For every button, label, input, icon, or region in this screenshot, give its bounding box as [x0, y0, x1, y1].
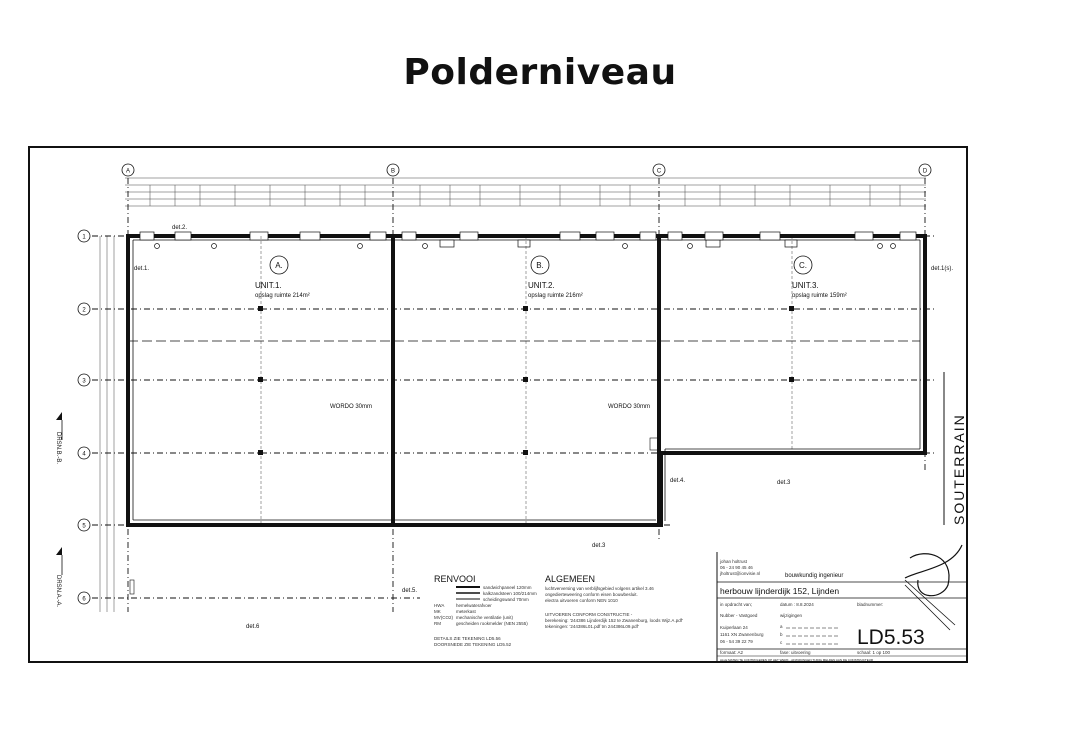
renvooi-item: sandwichpaneel 120mm [483, 585, 532, 590]
algemeen-notes [545, 574, 683, 629]
dimension-lines [100, 178, 926, 612]
renvooi-code: HWA [434, 603, 445, 608]
detail-ref: det.1(s). [931, 266, 954, 272]
unit-badge: A. [275, 261, 283, 270]
grid-label-2: 2 [82, 307, 86, 314]
section-bb-label: DRSN.B.-B. [55, 432, 61, 465]
grid-label-B: B [390, 168, 396, 175]
client-phone: 06 - 54 39 22 79 [720, 639, 753, 644]
unit-badge: C. [799, 261, 807, 270]
unit-name: UNIT.3. [792, 281, 819, 290]
page-title: Polderniveau [403, 52, 677, 93]
renvooi-note: DETAILS ZIE TEKENING LD5.56 [434, 636, 501, 641]
project-name: herbouw lijnderdijk 152, Lijnden [720, 586, 840, 596]
floor-label: WORDO 30mm [608, 404, 650, 410]
section-aa-label: DRSN.A.-A. [55, 575, 61, 608]
scale: schaal: 1 op 100 [857, 650, 891, 655]
unit-a [255, 256, 310, 299]
firm-name: bouwkundig ingenieur [785, 573, 844, 579]
detail-ref: det.3 [592, 543, 606, 549]
column-grid-bubbles [122, 164, 931, 176]
unit-area: opslag ruimte 214m² [255, 293, 310, 299]
title-block [717, 545, 967, 662]
grid-label-4: 4 [82, 451, 86, 458]
author-phone: 06 - 24 90 45 46 [720, 565, 753, 570]
construct-line: UITVOEREN CONFORM CONSTRUCTIE - [545, 612, 633, 617]
souterrain-label: SOUTERRAIN [951, 413, 967, 525]
grid-label-A: A [125, 168, 131, 175]
detail-ref: det.2. [172, 225, 188, 231]
revision-c: c [780, 640, 783, 645]
paper-format: formaat: A2 [720, 650, 744, 655]
sheet-label: bladnummer: [857, 602, 884, 607]
revision-b: b [780, 632, 783, 637]
algemeen-line: ongedierteweering conform eisen bouwbesluit. [545, 592, 638, 597]
detail-ref: det.3 [777, 480, 791, 486]
grid-label-3: 3 [82, 378, 86, 385]
client-name: Nubber - Vastgoed [720, 613, 758, 618]
client-address: Kuiperlaan 24 [720, 625, 748, 630]
unit-name: UNIT.1. [255, 281, 282, 290]
revision-a: a [780, 624, 783, 629]
algemeen-line: luchtverversing van verblijfsgebied volgens artikel 3.46 [545, 586, 654, 591]
detail-ref: det.4. [670, 478, 686, 484]
unit-b [528, 256, 583, 299]
detail-ref: det.6 [246, 624, 260, 630]
grid-label-6: 6 [82, 596, 86, 603]
phase: fase: uitvoering [780, 650, 811, 655]
revisions-label: wijzigingen [780, 613, 803, 618]
grid-label-1: 1 [82, 234, 86, 241]
renvooi-item: hemelwaterafvoer [456, 603, 492, 608]
renvooi-code: MV(CO2) [434, 615, 453, 620]
unit-area: opslag ruimte 216m² [528, 293, 583, 299]
algemeen-heading: ALGEMEEN [545, 574, 596, 584]
row-grid-bubbles [78, 230, 90, 604]
section-markers [55, 412, 62, 607]
author-name: johan holtrust [720, 559, 748, 564]
unit-area: opslag ruimte 159m² [792, 293, 847, 299]
detail-ref: det.5. [402, 588, 418, 594]
grid-lines-horizontal [92, 236, 935, 598]
client-address: 1161 XN Zwanenburg [720, 632, 764, 637]
column-markers [258, 236, 794, 525]
grid-label-C: C [656, 168, 662, 175]
author-email: jholtrust@ionvisie.nl [720, 571, 761, 576]
renvooi-legend [434, 574, 537, 647]
date-label: datum : 8.8.2024 [780, 602, 814, 607]
unit-name: UNIT.2. [528, 281, 555, 290]
renvooi-item: kalkzandsteen 100/214mm [483, 591, 537, 596]
renvooi-note: DOORSNEDE ZIE TEKENING LD5.52 [434, 642, 512, 647]
floor-label: WORDO 30mm [330, 404, 372, 410]
disclaimer: ALLE MATEN TE CONTROLEREN OP HET WERK - AFWIJKINGEN TIJDIG MELDEN AAN DE CONSTRUCTEUR [720, 658, 874, 662]
detail-ref: det.1. [134, 266, 150, 272]
renvooi-heading: RENVOOI [434, 574, 476, 584]
renvooi-item: scheidingswand 70mm [483, 597, 529, 602]
unit-badge: B. [536, 261, 544, 270]
renvooi-item: gescheiden rookmelder (NEN 2555) [456, 621, 528, 626]
renvooi-code: RM [434, 621, 441, 626]
sheet-number: LD5.53 [857, 626, 925, 649]
construct-line: tekeningen: '244386L01.pdf tm 244386L09.pdf' [545, 624, 639, 629]
client-label: in opdracht van; [720, 602, 753, 607]
renvooi-item: mechanische ventilatie (unit) [456, 615, 514, 620]
construct-line: berekening: '244386 Lijnderdijk 152 te Zwanenburg, loods Wijz.A.pdf' [545, 618, 683, 623]
firm-logo [905, 545, 962, 630]
grid-label-D: D [922, 168, 928, 175]
renvooi-code: MK [434, 609, 441, 614]
grid-label-5: 5 [82, 523, 86, 530]
unit-c [792, 256, 847, 299]
algemeen-line: electra uitvoeren conform NEN 1010 [545, 598, 618, 603]
renvooi-item: meterkast [456, 609, 476, 614]
